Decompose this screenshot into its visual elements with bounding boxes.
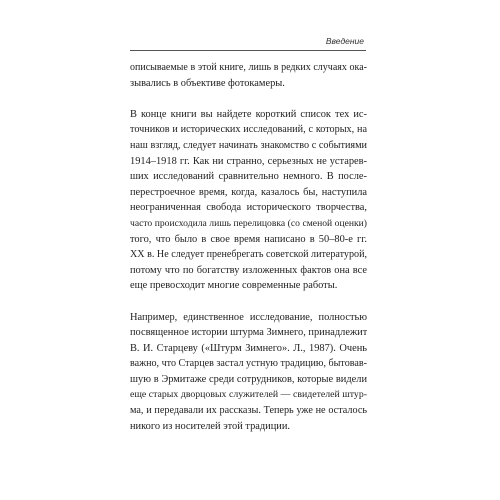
text-line: точников и исторических исследований, с которых, на <box>130 124 367 136</box>
text-line: еще старых дворцовых служителей — свидетелей штур- <box>130 389 367 401</box>
text-line: посвященное истории штурма Зимнего, принадлежит <box>130 327 367 339</box>
text-line: ма, и передавали их рассказы. Теперь уже не осталось <box>130 405 367 417</box>
text-line: ших исследований сравнительно немного. В после- <box>130 171 367 183</box>
text-line: перестроечное время, когда, казалось бы, наступила <box>130 186 367 198</box>
paragraph-2 <box>130 107 367 294</box>
text-line: еще превосходит многие современные работы. <box>130 280 338 292</box>
paragraph-1 <box>130 60 367 91</box>
header-rule <box>130 50 366 51</box>
text-line: часто происходила лишь перелицовка (со сменой оценки) <box>130 217 367 229</box>
text-line: зывались в объективе фотокамеры. <box>130 77 285 89</box>
text-line: шую в Эрмитаже среди сотрудников, которые видели <box>130 373 367 385</box>
running-header-title: Введение <box>325 36 364 46</box>
text-line: В. И. Старцеву («Штурм Зимнего». Л., 1987). Очень <box>130 342 367 354</box>
text-line: важно, что Старцев застал устную традицию, бытовав- <box>130 358 367 370</box>
text-line: XX в. Не следует пренебрегать советской литературой, <box>130 249 367 261</box>
page-body <box>130 60 367 434</box>
text-line: потому что по богатству изложенных фактов она все <box>130 264 367 276</box>
paragraph-3 <box>130 310 367 435</box>
paragraph-gap <box>130 294 367 310</box>
running-header <box>130 36 366 46</box>
text-line: описываемые в этой книге, лишь в редких случаях ока- <box>130 62 367 73</box>
text-line: наш взгляд, следует начинать знакомство с событиями <box>130 139 367 151</box>
text-line: 1914–1918 гг. Как ни странно, серьезных не устарев- <box>130 155 367 167</box>
paragraph-gap <box>130 91 367 107</box>
text-line: В конце книги вы найдете короткий список тех ис- <box>130 108 367 120</box>
text-line: неограниченная свобода исторического творчества, <box>130 202 367 214</box>
text-line: того, что было в свое время написано в 50–80-е гг. <box>130 233 367 245</box>
text-line: Например, единственное исследование, полностью <box>130 311 367 323</box>
text-line: никого из носителей этой традиции. <box>130 420 291 432</box>
